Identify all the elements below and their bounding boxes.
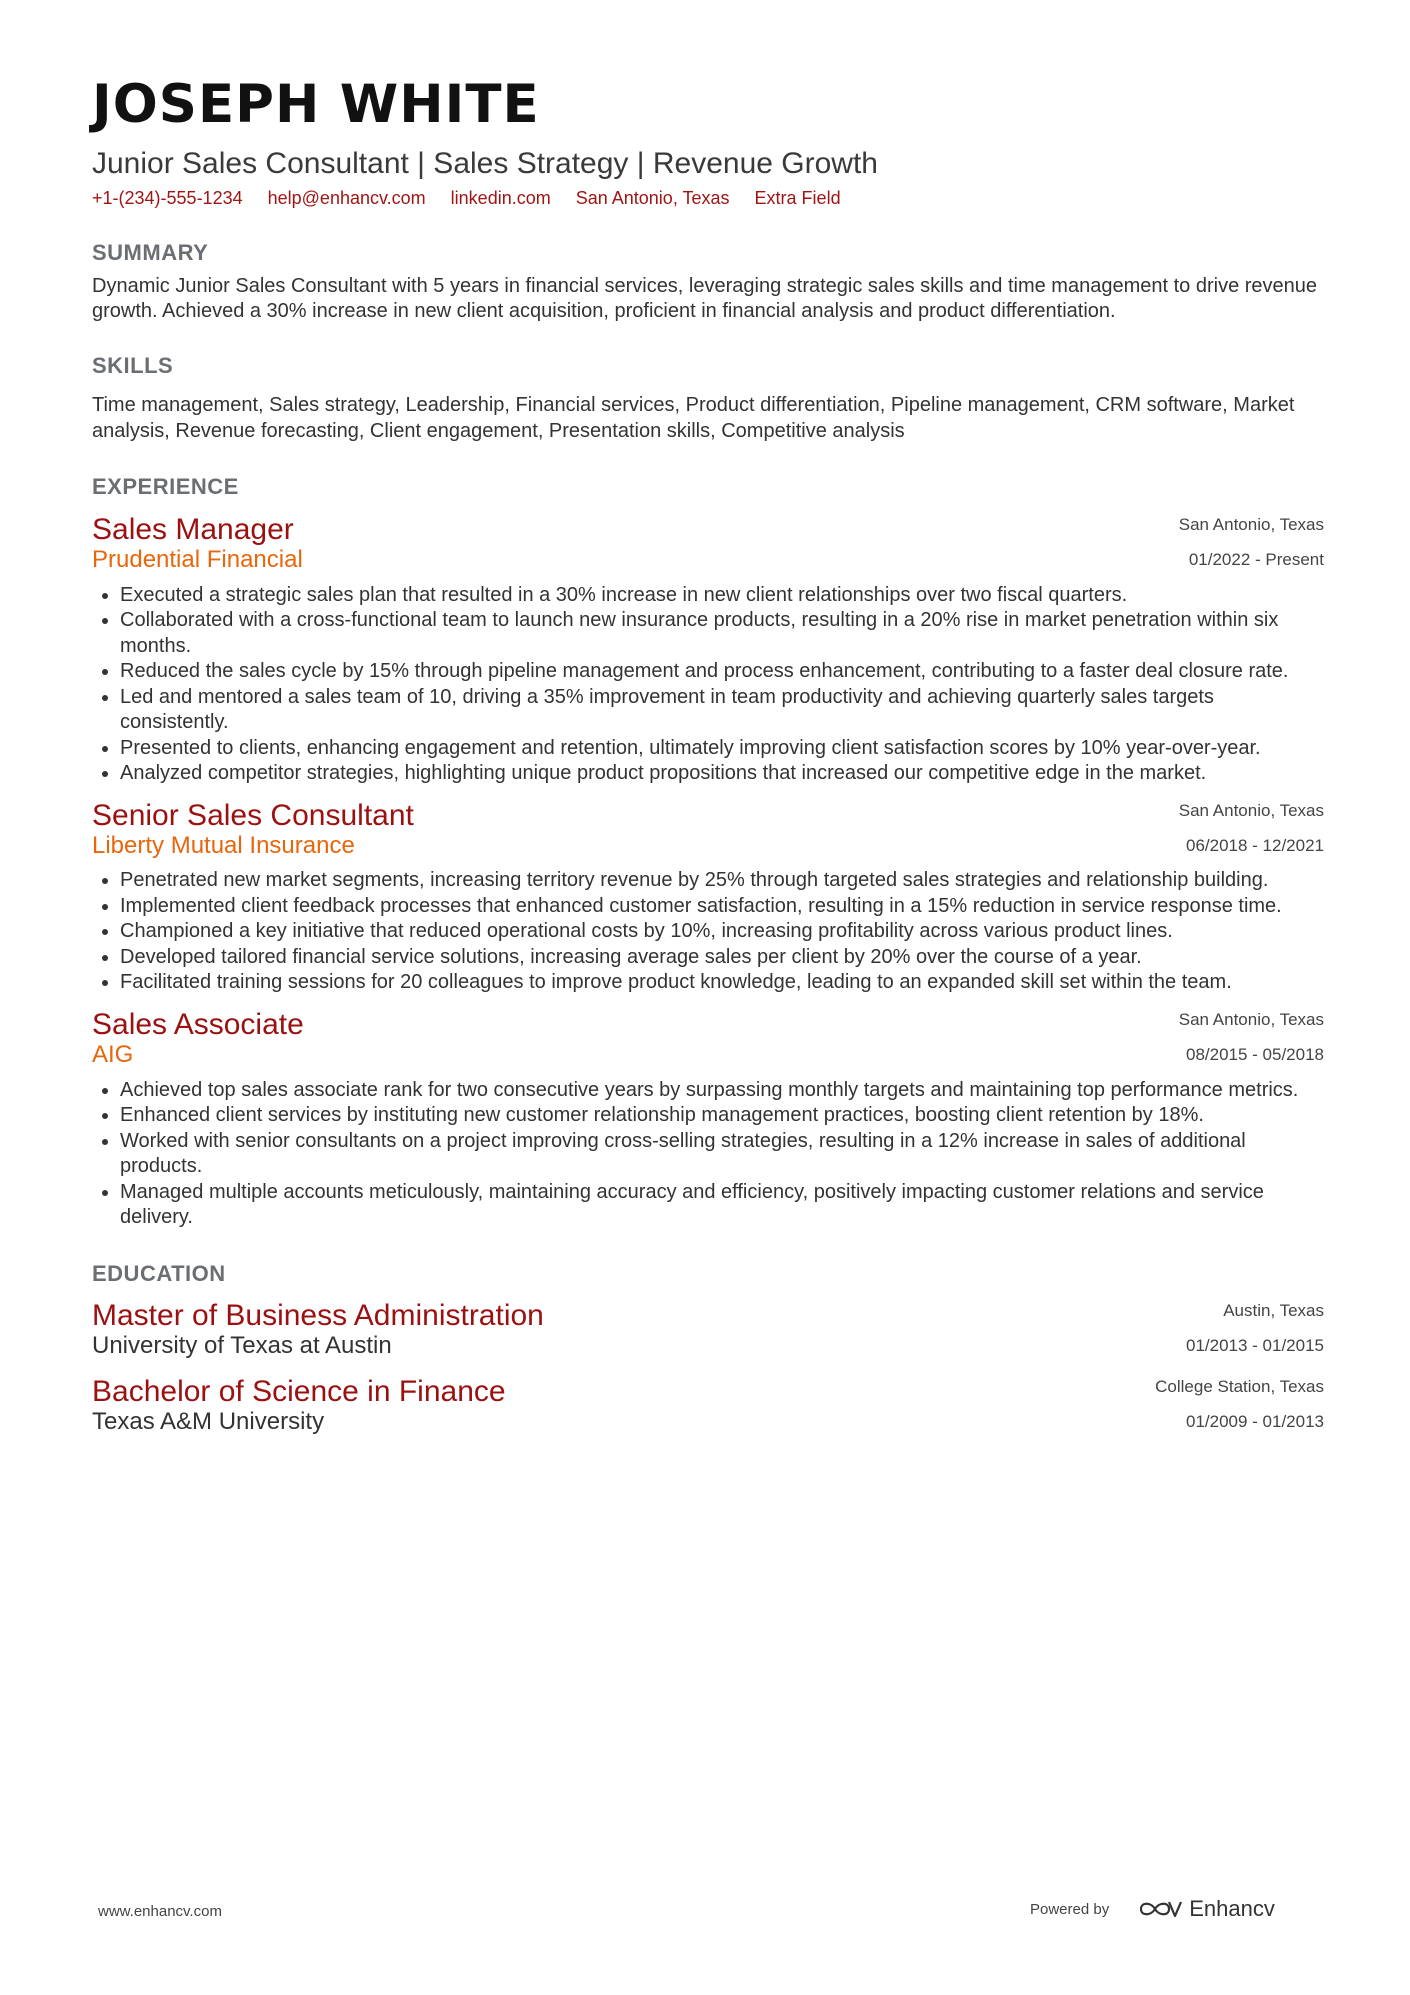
school-name: University of Texas at Austin: [92, 1332, 392, 1360]
brand-name: Enhancv: [1189, 1896, 1275, 1921]
enhancv-logo-icon: [1137, 1897, 1183, 1921]
powered-by-label: Powered by: [1030, 1900, 1110, 1918]
job-meta: [1179, 793, 1324, 863]
education-meta: [1155, 1369, 1324, 1439]
bullet-item: • Executed a strategic sales plan that resulted in a 30% increase in new client relationships over two fiscal quarters.: [120, 583, 1324, 609]
job-title: Senior Sales Consultant: [92, 798, 414, 832]
job-dates: 08/2015 - 05/2018: [1185, 1044, 1324, 1064]
experience-entry: [92, 799, 1324, 996]
bullet-item: • Managed multiple accounts meticulously, maintaining accuracy and efficiency, positively impacting customer relations and service delivery.: [120, 1180, 1324, 1231]
enhancv-brand[interactable]: [1137, 1896, 1275, 1922]
education-meta: [1186, 1293, 1324, 1363]
bullet-item: • Analyzed competitor strategies, highlighting unique product propositions that increased our competitive edge in the market.: [120, 761, 1324, 787]
job-location: San Antonio, Texas: [1178, 1009, 1324, 1029]
education-heading: EDUCATION: [92, 1260, 226, 1286]
company-name: Liberty Mutual Insurance: [92, 831, 355, 859]
job-location: San Antonio, Texas: [1178, 514, 1324, 534]
job-title: Sales Associate: [92, 1007, 304, 1041]
footer-branding: [1030, 1896, 1275, 1922]
company-name: AIG: [92, 1040, 134, 1068]
education-dates: 01/2013 - 01/2015: [1185, 1336, 1324, 1356]
bullet-item: • Reduced the sales cycle by 15% through pipeline management and process enhancement, contributing to a faster deal closure rate.: [120, 659, 1324, 685]
contact-extra-field: Extra Field: [754, 188, 841, 208]
degree-title: Bachelor of Science in Finance: [92, 1374, 506, 1408]
degree-title: Master of Business Administration: [92, 1299, 544, 1333]
education-location: Austin, Texas: [1223, 1301, 1324, 1321]
bullet-item: • Collaborated with a cross-functional team to launch new insurance products, resulting in a 20% rise in market penetration within six months.: [120, 608, 1324, 659]
job-location: San Antonio, Texas: [1178, 800, 1324, 820]
contact-linkedin[interactable]: linkedin.com: [450, 188, 551, 208]
bullet-item: • Penetrated new market segments, increasing territory revenue by 25% through targeted sales strategies and relationship building.: [120, 868, 1324, 894]
bullet-item: • Worked with senior consultants on a project improving cross-selling strategies, resulting in a 12% increase in sales of additional products.: [120, 1129, 1324, 1180]
job-bullets: [92, 868, 1324, 996]
experience-entry: [92, 1008, 1324, 1231]
experience-entry: [92, 513, 1324, 787]
experience-heading: EXPERIENCE: [92, 474, 239, 500]
candidate-name: JOSEPH WHITE: [92, 74, 540, 135]
skills-text: Time management, Sales strategy, Leadership, Financial services, Product differentiation, Pipeline management, CRM software, Market analysis, Revenue forecasting, Client engagement, Presentation skills, Competitive analysis: [92, 394, 1295, 442]
contact-email[interactable]: help@enhancv.com: [267, 188, 426, 208]
school-name: Texas A&M University: [92, 1407, 325, 1435]
job-meta: [1179, 1002, 1324, 1072]
bullet-item: • Presented to clients, enhancing engagement and retention, ultimately improving client satisfaction scores by 10% year-over-year.: [120, 736, 1324, 762]
summary-heading: SUMMARY: [92, 239, 209, 265]
bullet-item: • Led and mentored a sales team of 10, driving a 35% improvement in team productivity and achieving quarterly sales targets consistently.: [120, 685, 1324, 736]
job-bullets: [92, 1078, 1324, 1231]
footer-website-link[interactable]: www.enhancv.com: [98, 1903, 222, 1920]
bullet-item: • Developed tailored financial service solutions, increasing average sales per client by 20% over the course of a year.: [120, 945, 1324, 971]
candidate-headline: Junior Sales Consultant | Sales Strategy | Revenue Growth: [92, 147, 878, 180]
company-name: Prudential Financial: [92, 545, 303, 573]
bullet-item: • Achieved top sales associate rank for two consecutive years by surpassing monthly targets and maintaining top performance metrics.: [120, 1078, 1324, 1104]
bullet-item: • Facilitated training sessions for 20 colleagues to improve product knowledge, leading to an expanded skill set within the team.: [120, 970, 1324, 996]
education-entry: [92, 1299, 1324, 1361]
job-bullets: [92, 583, 1324, 787]
bullet-item: • Championed a key initiative that reduced operational costs by 10%, increasing profitability across various product lines.: [120, 919, 1324, 945]
job-dates: 01/2022 - Present: [1188, 549, 1324, 569]
bullet-item: • Enhanced client services by instituting new customer relationship management practices, boosting client retention by 18%.: [120, 1103, 1324, 1129]
skills-heading: SKILLS: [92, 352, 174, 378]
contact-location: San Antonio, Texas: [575, 188, 730, 208]
contact-phone[interactable]: +1-(234)-555-1234: [92, 188, 243, 208]
summary-text: Dynamic Junior Sales Consultant with 5 years in financial services, leveraging strategic sales skills and time management to drive revenue growth. Achieved a 30% increase in new client acquisition, proficient in financial analysis and product differentiation.: [92, 274, 1318, 323]
resume-page: [92, 74, 1324, 1437]
education-location: College Station, Texas: [1155, 1376, 1324, 1396]
bullet-item: • Implemented client feedback processes that enhanced customer satisfaction, resulting in a 15% reduction in service response time.: [120, 894, 1324, 920]
job-title: Sales Manager: [92, 512, 294, 546]
education-dates: 01/2009 - 01/2013: [1185, 1411, 1324, 1431]
contact-line: [92, 188, 1324, 210]
education-entry: [92, 1375, 1324, 1437]
job-meta: [1179, 507, 1324, 577]
job-dates: 06/2018 - 12/2021: [1185, 835, 1324, 855]
